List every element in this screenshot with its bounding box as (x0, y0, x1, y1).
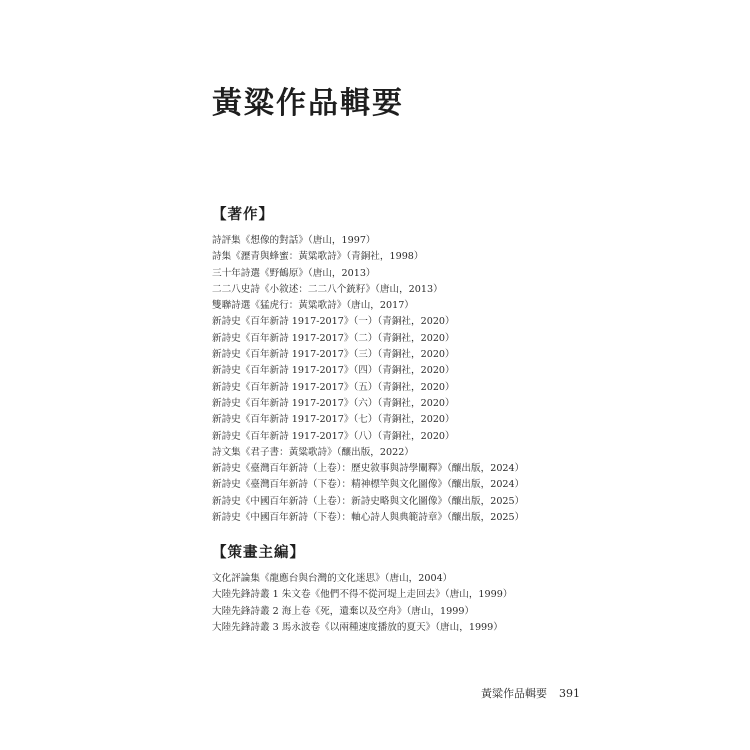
running-footer (481, 685, 580, 701)
list-item: 大陸先鋒詩叢 2 海上卷《死，遺棄以及空舟》（唐山，1999） (212, 605, 475, 617)
section-heading-edited: 【策畫主編】 (212, 544, 305, 561)
list-item: 詩文集《君子書：黃粱歌詩》（釀出版，2022） (212, 446, 414, 458)
list-item: 詩評集《想像的對話》（唐山，1997） (212, 235, 376, 246)
list-item: 雙聯詩選《猛虎行：黃粱歌詩》（唐山，2017） (212, 300, 414, 312)
list-item: 詩集《瀝青與蜂蜜：黃粱歌詩》（青銅社，1998） (212, 251, 424, 263)
list-item: 新詩史《百年新詩 1917-2017》（一）（青銅社，2020） (212, 316, 455, 328)
list-item: 新詩史《臺灣百年新詩（上卷）：歷史敘事與詩學闡釋》（釀出版，2024） (212, 463, 525, 475)
list-item: 新詩史《中國百年新詩（下卷）：軸心詩人與典範詩章》（釀出版，2025） (212, 512, 525, 524)
list-item: 新詩史《百年新詩 1917-2017》（四）（青銅社，2020） (212, 365, 455, 377)
footer-title: 黃粱作品輯要 (481, 687, 547, 700)
list-item: 新詩史《百年新詩 1917-2017》（三）（青銅社，2020） (212, 349, 455, 361)
section-heading-works: 【著作】 (212, 206, 274, 223)
page-title: 黃粱作品輯要 (212, 86, 404, 121)
list-item: 新詩史《百年新詩 1917-2017》（八）（青銅社，2020） (212, 430, 455, 442)
list-item: 二二八史詩《小敘述：二二八个銃籽》（唐山，2013） (212, 283, 443, 295)
list-item: 大陸先鋒詩叢 1 朱文卷《他們不得不從河堤上走回去》（唐山，1999） (212, 589, 513, 601)
list-item: 新詩史《百年新詩 1917-2017》（七）（青銅社，2020） (212, 414, 455, 426)
list-item: 文化評論集《龍應台與台灣的文化迷思》（唐山，2004） (212, 573, 453, 584)
page-number: 391 (559, 687, 580, 700)
list-item: 新詩史《中國百年新詩（上卷）：新詩史略與文化圖像》（釀出版，2025） (212, 495, 525, 507)
list-item: 新詩史《臺灣百年新詩（下卷）：精神標竿與文化圖像》（釀出版，2024） (212, 479, 525, 491)
list-item: 三十年詩選《野鶴原》（唐山，2013） (212, 267, 376, 279)
list-item: 新詩史《百年新詩 1917-2017》（五）（青銅社，2020） (212, 381, 455, 393)
edited-list (212, 571, 512, 636)
list-item: 新詩史《百年新詩 1917-2017》（二）（青銅社，2020） (212, 332, 455, 344)
list-item: 大陸先鋒詩叢 3 馬永波卷《以兩種速度播放的夏天》（唐山，1999） (212, 621, 503, 633)
works-list (212, 233, 524, 526)
list-item: 新詩史《百年新詩 1917-2017》（六）（青銅社，2020） (212, 397, 455, 409)
